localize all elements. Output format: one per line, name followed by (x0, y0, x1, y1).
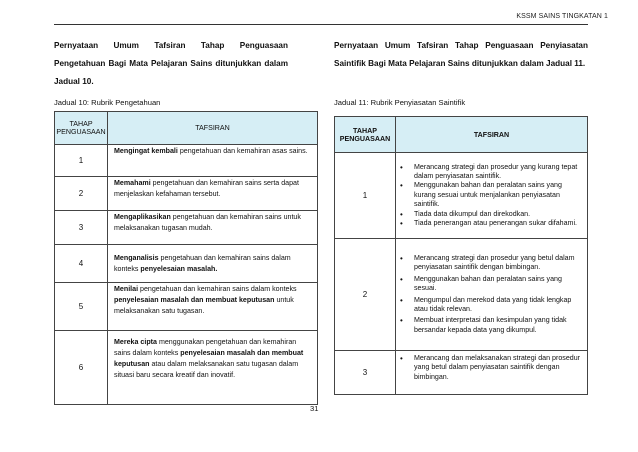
table-row (55, 245, 318, 283)
description: pengetahuan dan kemahiran sains untuk melaksanakan tugasan mudah. (114, 213, 301, 232)
keyword: Memahami (114, 179, 151, 187)
keyword: Mereka cipta (114, 338, 157, 346)
bullet-item: • Menggunakan bahan dan peralatan sains yang kurang sesuai untuk menjalankan penyiasatan saintifik. (396, 181, 583, 209)
interpretation-cell (108, 211, 318, 245)
table-row (335, 239, 588, 351)
bullet-item: • Menggunakan bahan dan peralatan sains yang sesuai. (396, 275, 583, 294)
level-cell: 2 (335, 239, 396, 351)
interpretation-cell (108, 145, 318, 177)
table-row (55, 211, 318, 245)
bullet-list (396, 354, 583, 382)
table-header-row (55, 112, 318, 145)
interpretation-cell (108, 331, 318, 405)
bullet-item: • Membuat interpretasi dan kesimpulan yang tidak bersandar kepada data yang dikumpul. (396, 316, 583, 335)
interpretation-cell (108, 245, 318, 283)
description: atau dalam melaksanakan satu tugasan dalam situasi baru secara kreatif dan inovatif. (114, 360, 299, 379)
bullet-item: • Merancang strategi dan prosedur yang kurang tepat dalam penyiasatan saintifik. (396, 163, 583, 182)
page-number: 31 (310, 404, 319, 413)
column-header-level: TAHAP PENGUASAAN (55, 112, 108, 145)
interpretation-cell (108, 177, 318, 211)
level-cell: 6 (55, 331, 108, 405)
keyword: penyelesaian masalah. (140, 264, 218, 273)
level-cell: 1 (335, 153, 396, 239)
bullet-list (396, 163, 583, 229)
level-cell: 1 (55, 145, 108, 177)
description: untuk melaksanakan satu tugasan. (114, 296, 294, 315)
description: pengetahuan dan kemahiran sains serta dapat menjelaskan kefahaman tersebut. (114, 179, 299, 198)
running-header: KSSM SAINS TINGKATAN 1 (516, 13, 608, 20)
bullet-list (396, 254, 583, 335)
keyword: Menilai (114, 285, 139, 293)
left-table-caption: Jadual 10: Rubrik Pengetahuan (54, 98, 161, 107)
column-header-interpretation: TAFSIRAN (108, 112, 318, 145)
keyword: Mengingat kembali (114, 147, 178, 155)
table-row (55, 283, 318, 331)
table-header-row (335, 117, 588, 153)
keyword: penyelesaian masalah dan membuat keputusan (114, 296, 275, 304)
description: menggunakan pengetahuan dan kemahiran sains dalam konteks (114, 338, 297, 357)
column-header-interpretation: TAFSIRAN (396, 117, 588, 153)
level-cell: 4 (55, 245, 108, 283)
column-header-level: TAHAP PENGUASAAN (335, 117, 396, 153)
interpretation-cell (108, 283, 318, 331)
description: pengetahuan dan kemahiran sains dalam konteks (138, 285, 297, 293)
header-rule (54, 24, 588, 25)
left-section-title: Pernyataan Umum Tafsiran Tahap Penguasaan Pengetahuan Bagi Mata Pelajaran Sains ditunjukkan dalam Jadual 10. (54, 41, 288, 86)
table-row (55, 177, 318, 211)
knowledge-rubric-table (54, 111, 318, 405)
table-row (335, 351, 588, 395)
bullet-item: • Tiada penerangan atau penerangan sukar difahami. (396, 219, 583, 228)
level-cell: 3 (55, 211, 108, 245)
right-table-caption: Jadual 11: Rubrik Penyiasatan Saintifik (334, 98, 466, 107)
keyword: Mengaplikasikan (114, 213, 171, 221)
right-section-title: Pernyataan Umum Tafsiran Tahap Penguasaan Penyiasatan Saintifik Bagi Mata Pelajaran Sains ditunjukkan dalam Jadual 11. (334, 41, 588, 68)
bullet-item: • Merancang dan melaksanakan strategi dan prosedur yang betul dalam penyiasatan saintifik dengan bimbingan. (396, 354, 583, 382)
table-row (335, 153, 588, 239)
interpretation-cell (396, 239, 588, 351)
bullet-item: • Mengumpul dan merekod data yang tidak lengkap atau tidak relevan. (396, 296, 583, 315)
table-row (55, 331, 318, 405)
level-cell: 2 (55, 177, 108, 211)
bullet-item: • Merancang strategi dan prosedur yang betul dalam penyiasatan saintifik dengan bimbingan. (396, 254, 583, 273)
level-cell: 5 (55, 283, 108, 331)
description: pengetahuan dan kemahiran asas sains. (177, 147, 308, 155)
scientific-investigation-rubric-table (334, 116, 588, 395)
bullet-item: • Tiada data dikumpul dan direkodkan. (396, 210, 583, 219)
interpretation-cell (396, 351, 588, 395)
table-row (55, 145, 318, 177)
interpretation-cell (396, 153, 588, 239)
keyword: Menganalisis (114, 253, 159, 262)
description: pengetahuan dan kemahiran sains dalam konteks (114, 253, 291, 273)
level-cell: 3 (335, 351, 396, 395)
keyword: penyelesaian masalah dan membuat keputusan (114, 349, 304, 368)
